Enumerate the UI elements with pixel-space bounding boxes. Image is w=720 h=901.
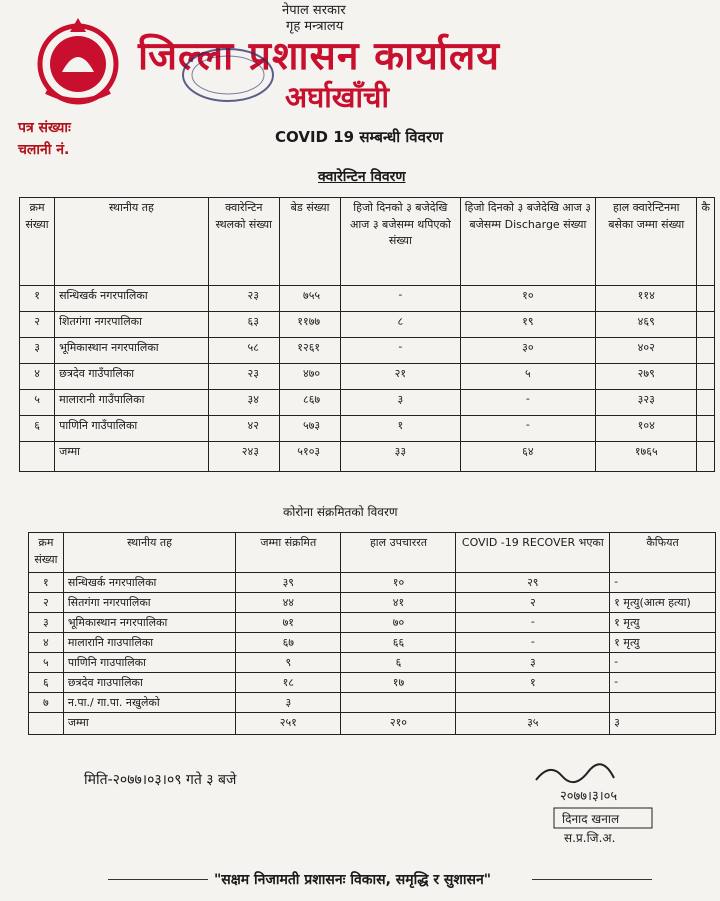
- row-local-level: मालारानि गाउपालिका: [63, 633, 235, 653]
- row-local-level: छत्रदेव गाउपालिका: [63, 673, 235, 693]
- row-local-level: छत्रदेव गाउँपालिका: [55, 364, 209, 390]
- row-discharged: १९: [460, 312, 595, 338]
- total-remarks: ३: [610, 713, 716, 735]
- row-recovered: -: [456, 613, 610, 633]
- row-local-level: सन्धिखर्क नगरपालिका: [55, 286, 209, 312]
- row-discharged: ३०: [460, 338, 595, 364]
- q-header-added: हिजो दिनको ३ बजेदेखि आज ३ बजेसम्म थपिएको संख्या: [341, 198, 460, 286]
- row-current: ११४: [596, 286, 697, 312]
- row-recovered: २९: [456, 573, 610, 593]
- row-local-level: शितगंगा नगरपालिका: [55, 312, 209, 338]
- row-sn: ५: [20, 390, 55, 416]
- row-treatment: [341, 693, 456, 713]
- table-row: [20, 390, 715, 416]
- q-header-current: हाल क्वारेन्टिनमा बसेका जम्मा संख्या: [596, 198, 697, 286]
- row-sn: ६: [29, 673, 64, 693]
- row-beds: ४७०: [279, 364, 340, 390]
- sign-date: २०७७।३।०५: [560, 789, 618, 804]
- total-beds: ५१०३: [279, 442, 340, 472]
- sign-title: स.प्र.जि.अ.: [564, 831, 616, 845]
- row-remarks: -: [610, 673, 716, 693]
- row-beds: १२६१: [279, 338, 340, 364]
- district-name: अर्घाखाँची: [285, 80, 389, 114]
- quarantine-table: [19, 197, 715, 472]
- row-sn: ४: [20, 364, 55, 390]
- row-total: ७१: [236, 613, 341, 633]
- row-added: ३: [341, 390, 460, 416]
- row-sn: ५: [29, 653, 64, 673]
- row-remarks: १ मृत्यु: [610, 633, 716, 653]
- quarantine-title: क्वारेन्टिन विवरण: [318, 169, 406, 185]
- document-title: COVID 19 सम्बन्धी विवरण: [275, 128, 443, 146]
- row-sites: ६३: [208, 312, 279, 338]
- total-sn: [20, 442, 55, 472]
- row-added: २१: [341, 364, 460, 390]
- total-row: [20, 442, 715, 472]
- q-header-remarks: कै: [697, 198, 715, 286]
- table-row: [29, 653, 716, 673]
- row-sn: २: [20, 312, 55, 338]
- row-local-level: न.पा./ गा.पा. नखुलेको: [63, 693, 235, 713]
- i-header-treatment: हाल उपचाररत: [341, 533, 456, 573]
- row-current: १०४: [596, 416, 697, 442]
- ministry-name: गृह मन्त्रालय: [286, 19, 344, 34]
- row-current: ४६९: [596, 312, 697, 338]
- row-sites: ३४: [208, 390, 279, 416]
- i-header-total: जम्मा संक्रमित: [236, 533, 341, 573]
- row-current: ४०२: [596, 338, 697, 364]
- row-note: [697, 312, 715, 338]
- row-added: ८: [341, 312, 460, 338]
- ref-number-label: पत्र संख्याः: [18, 120, 71, 136]
- table-row: [29, 693, 716, 713]
- motto-rule-right: [532, 879, 652, 880]
- q-header-discharged: हिजो दिनको ३ बजेदेखि आज ३ बजेसम्म Discharge संख्या: [460, 198, 595, 286]
- row-remarks: १ मृत्यु(आत्म हत्या): [610, 593, 716, 613]
- signature-stamp-icon: [530, 758, 680, 846]
- row-local-level: भूमिकास्थान नगरपालिका: [55, 338, 209, 364]
- row-discharged: -: [460, 416, 595, 442]
- row-treatment: ६६: [341, 633, 456, 653]
- q-header-beds: बेड संख्या: [279, 198, 340, 286]
- q-header-sites: क्वारेन्टिन स्थलको संख्या: [208, 198, 279, 286]
- row-sites: ४२: [208, 416, 279, 442]
- motto: "सक्षम निजामती प्रशासनः विकास, समृद्धि र सुशासन": [214, 872, 492, 888]
- row-note: [697, 390, 715, 416]
- row-sn: ७: [29, 693, 64, 713]
- row-local-level: भूमिकास्थान नगरपालिका: [63, 613, 235, 633]
- row-discharged: ५: [460, 364, 595, 390]
- report-date: मिति-२०७७।०३।०९ गते ३ बजे: [84, 772, 237, 788]
- total-current: १७६५: [596, 442, 697, 472]
- total-recovered: ३५: [456, 713, 610, 735]
- row-treatment: ४१: [341, 593, 456, 613]
- row-sn: ३: [29, 613, 64, 633]
- table-row: [20, 286, 715, 312]
- row-beds: ७५५: [279, 286, 340, 312]
- total-sites: २४३: [208, 442, 279, 472]
- row-total: ३९: [236, 573, 341, 593]
- row-sites: २३: [208, 364, 279, 390]
- total-discharged: ६४: [460, 442, 595, 472]
- q-header-sn: क्रम संख्या: [20, 198, 55, 286]
- infected-title: कोरोना संक्रमितको विवरण: [283, 505, 398, 519]
- motto-rule-left: [108, 879, 208, 880]
- dispatch-number-label: चलानी नं.: [18, 142, 70, 158]
- row-treatment: ६: [341, 653, 456, 673]
- row-local-level: सितगंगा नगरपालिका: [63, 593, 235, 613]
- row-total: १८: [236, 673, 341, 693]
- row-discharged: -: [460, 390, 595, 416]
- row-sites: ५८: [208, 338, 279, 364]
- total-label: जम्मा: [55, 442, 209, 472]
- row-recovered: -: [456, 633, 610, 653]
- row-local-level: पाणिनि गाउँपालिका: [55, 416, 209, 442]
- row-added: -: [341, 286, 460, 312]
- total-sn: [29, 713, 64, 735]
- total-note: [697, 442, 715, 472]
- row-current: २७९: [596, 364, 697, 390]
- row-total: ४४: [236, 593, 341, 613]
- nepal-emblem-icon: [32, 12, 124, 110]
- total-added: ३३: [341, 442, 460, 472]
- office-stamp-icon: [180, 46, 276, 104]
- row-local-level: मालारानी गाउँपालिका: [55, 390, 209, 416]
- row-local-level: पाणिनि गाउपालिका: [63, 653, 235, 673]
- government-name: नेपाल सरकार: [282, 3, 346, 18]
- row-recovered: २: [456, 593, 610, 613]
- row-sn: ४: [29, 633, 64, 653]
- row-recovered: १: [456, 673, 610, 693]
- row-added: १: [341, 416, 460, 442]
- row-beds: ५७३: [279, 416, 340, 442]
- table-row: [20, 364, 715, 390]
- row-treatment: ७०: [341, 613, 456, 633]
- table-row: [20, 338, 715, 364]
- row-remarks: -: [610, 653, 716, 673]
- i-header-sn: क्रम संख्या: [29, 533, 64, 573]
- row-note: [697, 338, 715, 364]
- infected-table: [28, 532, 716, 735]
- table-row: [20, 312, 715, 338]
- row-beds: ११७७: [279, 312, 340, 338]
- row-sn: ३: [20, 338, 55, 364]
- total-row: [29, 713, 716, 735]
- row-treatment: १०: [341, 573, 456, 593]
- row-recovered: [456, 693, 610, 713]
- table-row: [29, 573, 716, 593]
- row-total: ३: [236, 693, 341, 713]
- total-infected: २५१: [236, 713, 341, 735]
- office-title: जिल्ला प्रशासन कार्यालय: [138, 34, 500, 79]
- row-remarks: १ मृत्यु: [610, 613, 716, 633]
- row-remarks: [610, 693, 716, 713]
- row-beds: ८६७: [279, 390, 340, 416]
- row-remarks: -: [610, 573, 716, 593]
- i-header-recovered: COVID -19 RECOVER भएका: [456, 533, 610, 573]
- total-treatment: २१०: [341, 713, 456, 735]
- row-recovered: ३: [456, 653, 610, 673]
- row-note: [697, 364, 715, 390]
- table-row: [29, 613, 716, 633]
- i-header-local-level: स्थानीय तह: [63, 533, 235, 573]
- row-total: ६७: [236, 633, 341, 653]
- total-label: जम्मा: [63, 713, 235, 735]
- row-current: ३२३: [596, 390, 697, 416]
- table-row: [20, 416, 715, 442]
- row-sn: ६: [20, 416, 55, 442]
- q-header-local-level: स्थानीय तह: [55, 198, 209, 286]
- row-treatment: १७: [341, 673, 456, 693]
- sign-name: दिनाद खनाल: [562, 812, 620, 826]
- row-sn: २: [29, 593, 64, 613]
- row-local-level: सन्धिखर्क नगरपालिका: [63, 573, 235, 593]
- row-sn: १: [20, 286, 55, 312]
- row-note: [697, 416, 715, 442]
- table-row: [29, 633, 716, 653]
- row-discharged: १०: [460, 286, 595, 312]
- row-total: ९: [236, 653, 341, 673]
- row-sites: २३: [208, 286, 279, 312]
- row-note: [697, 286, 715, 312]
- row-added: -: [341, 338, 460, 364]
- table-row: [29, 673, 716, 693]
- row-sn: १: [29, 573, 64, 593]
- table-row: [29, 593, 716, 613]
- i-header-remarks: कैफियत: [610, 533, 716, 573]
